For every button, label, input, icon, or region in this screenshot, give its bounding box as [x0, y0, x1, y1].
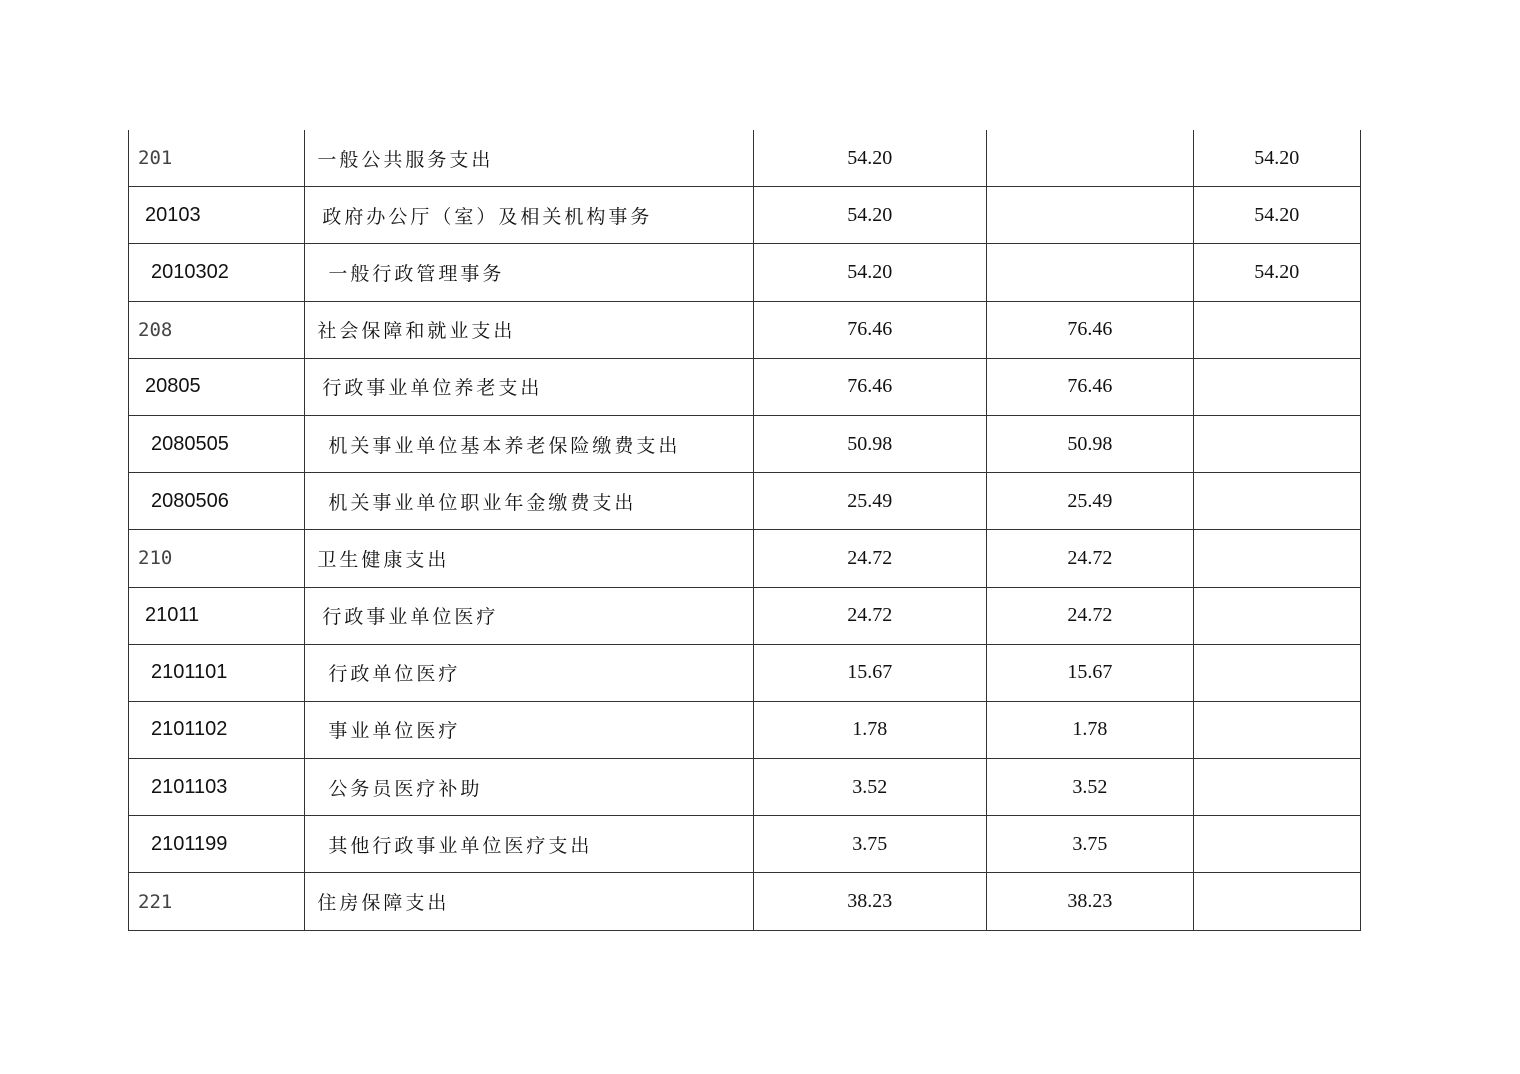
total-amount-cell: 1.78 [753, 701, 987, 758]
project-expenditure-cell [1193, 473, 1360, 530]
total-amount-cell: 54.20 [753, 244, 987, 301]
basic-expenditure-cell: 25.49 [987, 473, 1194, 530]
project-expenditure-cell: 54.20 [1193, 187, 1360, 244]
basic-expenditure-cell [987, 244, 1194, 301]
subject-code-cell: 2101102 [129, 701, 305, 758]
subject-name-cell: 住房保障支出 [305, 873, 753, 930]
subject-code-cell: 208 [129, 301, 305, 358]
basic-expenditure-cell: 15.67 [987, 644, 1194, 701]
subject-name-cell: 其他行政事业单位医疗支出 [305, 816, 753, 873]
table-row [129, 187, 1361, 244]
subject-name-cell: 行政事业单位养老支出 [305, 358, 753, 415]
table-body [129, 130, 1361, 930]
project-expenditure-cell [1193, 530, 1360, 587]
project-expenditure-cell: 54.20 [1193, 244, 1360, 301]
subject-code-cell: 2101103 [129, 759, 305, 816]
project-expenditure-cell [1193, 701, 1360, 758]
table-row [129, 644, 1361, 701]
subject-name-cell: 机关事业单位职业年金缴费支出 [305, 473, 753, 530]
basic-expenditure-cell [987, 130, 1194, 187]
table-row [129, 587, 1361, 644]
total-amount-cell: 3.75 [753, 816, 987, 873]
subject-code-cell: 20805 [129, 358, 305, 415]
subject-code-cell: 221 [129, 873, 305, 930]
total-amount-cell: 38.23 [753, 873, 987, 930]
subject-code-cell: 20103 [129, 187, 305, 244]
total-amount-cell: 54.20 [753, 187, 987, 244]
table-row [129, 873, 1361, 930]
subject-name-cell: 行政事业单位医疗 [305, 587, 753, 644]
subject-code-cell: 210 [129, 530, 305, 587]
project-expenditure-cell [1193, 415, 1360, 472]
budget-expenditure-table [128, 130, 1361, 931]
basic-expenditure-cell: 3.52 [987, 759, 1194, 816]
table-row [129, 244, 1361, 301]
subject-name-cell: 机关事业单位基本养老保险缴费支出 [305, 415, 753, 472]
total-amount-cell: 25.49 [753, 473, 987, 530]
project-expenditure-cell: 54.20 [1193, 130, 1360, 187]
subject-name-cell: 行政单位医疗 [305, 644, 753, 701]
subject-name-cell: 政府办公厅（室）及相关机构事务 [305, 187, 753, 244]
subject-code-cell: 2010302 [129, 244, 305, 301]
basic-expenditure-cell: 1.78 [987, 701, 1194, 758]
subject-name-cell: 卫生健康支出 [305, 530, 753, 587]
total-amount-cell: 3.52 [753, 759, 987, 816]
table-row [129, 473, 1361, 530]
project-expenditure-cell [1193, 587, 1360, 644]
basic-expenditure-cell: 24.72 [987, 530, 1194, 587]
basic-expenditure-cell: 24.72 [987, 587, 1194, 644]
basic-expenditure-cell: 50.98 [987, 415, 1194, 472]
table-row [129, 530, 1361, 587]
subject-name-cell: 一般行政管理事务 [305, 244, 753, 301]
total-amount-cell: 24.72 [753, 530, 987, 587]
total-amount-cell: 15.67 [753, 644, 987, 701]
basic-expenditure-cell: 38.23 [987, 873, 1194, 930]
basic-expenditure-cell: 3.75 [987, 816, 1194, 873]
subject-code-cell: 2101101 [129, 644, 305, 701]
subject-code-cell: 21011 [129, 587, 305, 644]
project-expenditure-cell [1193, 358, 1360, 415]
basic-expenditure-cell: 76.46 [987, 301, 1194, 358]
subject-code-cell: 201 [129, 130, 305, 187]
project-expenditure-cell [1193, 301, 1360, 358]
total-amount-cell: 76.46 [753, 301, 987, 358]
subject-code-cell: 2101199 [129, 816, 305, 873]
subject-name-cell: 公务员医疗补助 [305, 759, 753, 816]
total-amount-cell: 76.46 [753, 358, 987, 415]
total-amount-cell: 24.72 [753, 587, 987, 644]
table-row [129, 130, 1361, 187]
subject-name-cell: 社会保障和就业支出 [305, 301, 753, 358]
project-expenditure-cell [1193, 873, 1360, 930]
project-expenditure-cell [1193, 816, 1360, 873]
subject-name-cell: 一般公共服务支出 [305, 130, 753, 187]
table-row [129, 816, 1361, 873]
table-row [129, 301, 1361, 358]
total-amount-cell: 50.98 [753, 415, 987, 472]
subject-code-cell: 2080506 [129, 473, 305, 530]
table-row [129, 358, 1361, 415]
table-row [129, 759, 1361, 816]
basic-expenditure-cell: 76.46 [987, 358, 1194, 415]
table-row [129, 415, 1361, 472]
project-expenditure-cell [1193, 759, 1360, 816]
project-expenditure-cell [1193, 644, 1360, 701]
subject-name-cell: 事业单位医疗 [305, 701, 753, 758]
basic-expenditure-cell [987, 187, 1194, 244]
total-amount-cell: 54.20 [753, 130, 987, 187]
table-row [129, 701, 1361, 758]
subject-code-cell: 2080505 [129, 415, 305, 472]
